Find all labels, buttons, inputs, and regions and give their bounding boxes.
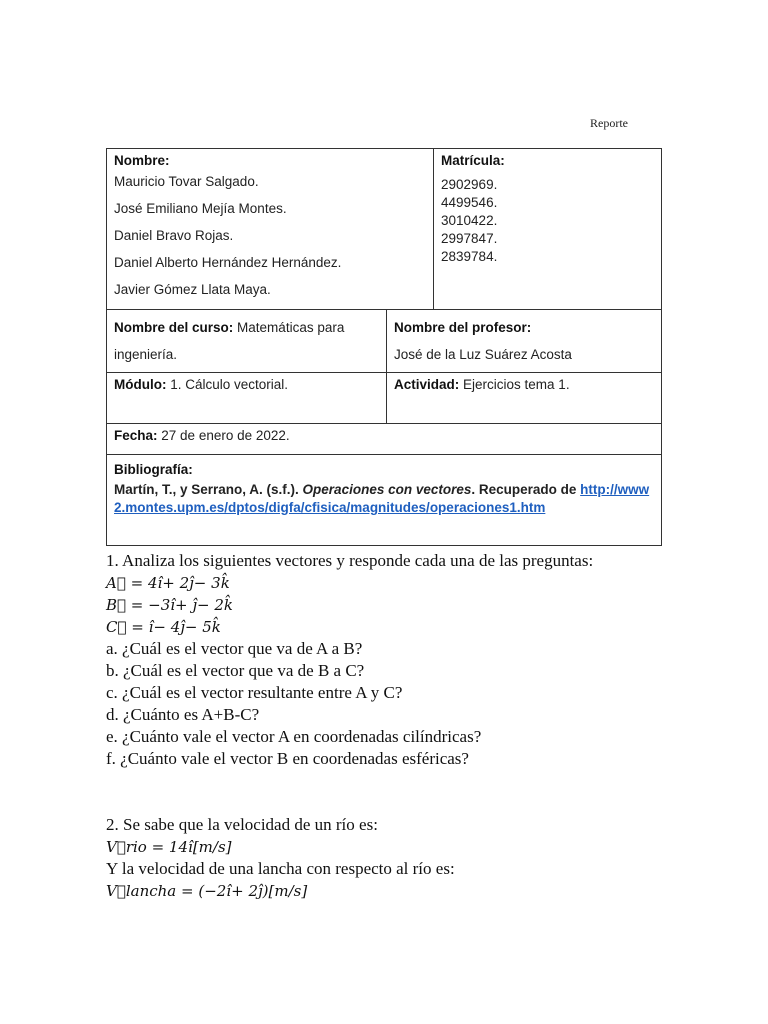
matricula-value: 2997847. xyxy=(441,231,498,246)
matricula-value: 3010422. xyxy=(441,213,498,228)
module-label: Módulo: xyxy=(114,377,167,392)
matricula-label: Matrícula: xyxy=(441,153,505,168)
exercise1-intro: 1. Analiza los siguientes vectores y responde cada una de las preguntas: xyxy=(106,551,594,570)
exercises-section xyxy=(106,550,666,902)
biblio-authors: Martín, T., y Serrano, A. (s.f.). xyxy=(114,482,303,497)
bibliography-label: Bibliografía: xyxy=(114,462,193,477)
course-label: Nombre del curso: xyxy=(114,320,234,335)
professor-label: Nombre del profesor: xyxy=(394,320,532,335)
date-value: 27 de enero de 2022. xyxy=(161,428,290,443)
student-name: Daniel Alberto Hernández Hernández. xyxy=(114,255,342,270)
exercise2-intro: 2. Se sabe que la velocidad de un río es: xyxy=(106,815,378,834)
student-name: Javier Gómez Llata Maya. xyxy=(114,282,271,297)
activity-cell xyxy=(387,373,662,424)
professor-value: José de la Luz Suárez Acosta xyxy=(394,347,572,362)
vector-c: C⃗ = î− 4ĵ− 5k̂ xyxy=(106,618,221,636)
activity-value: Ejercicios tema 1. xyxy=(463,377,570,392)
matricula-value: 2839784. xyxy=(441,249,498,264)
boat-text: Y la velocidad de una lancha con respecto al río es: xyxy=(106,859,455,878)
question-a: a. ¿Cuál es el vector que va de A a B? xyxy=(106,639,363,658)
date-cell xyxy=(107,424,662,455)
module-value: 1. Cálculo vectorial. xyxy=(170,377,289,392)
question-f: f. ¿Cuánto vale el vector B en coordenadas esféricas? xyxy=(106,749,469,768)
biblio-title: Operaciones con vectores xyxy=(302,482,472,497)
question-e: e. ¿Cuánto vale el vector A en coordenadas cilíndricas? xyxy=(106,727,482,746)
matricula-value: 4499546. xyxy=(441,195,498,210)
vector-b: B⃗ = −3î+ ĵ− 2k̂ xyxy=(106,596,233,614)
matricula-value: 2902969. xyxy=(441,177,498,192)
biblio-recovered: . Recuperado de xyxy=(471,482,581,497)
question-b: b. ¿Cuál es el vector que va de B a C? xyxy=(106,661,365,680)
names-cell xyxy=(107,149,434,310)
student-name: José Emiliano Mejía Montes. xyxy=(114,201,287,216)
course-value: Matemáticas para xyxy=(237,320,345,335)
question-c: c. ¿Cuál es el vector resultante entre A y C? xyxy=(106,683,403,702)
module-cell xyxy=(107,373,387,424)
student-info-table xyxy=(106,148,662,546)
course-value-continued: ingeniería. xyxy=(114,347,178,362)
bibliography-cell xyxy=(107,455,662,546)
student-name: Daniel Bravo Rojas. xyxy=(114,228,234,243)
name-label: Nombre: xyxy=(114,153,170,168)
activity-label: Actividad: xyxy=(394,377,460,392)
question-d: d. ¿Cuánto es A+B-C? xyxy=(106,705,260,724)
vector-a: A⃗ = 4î+ 2ĵ− 3k̂ xyxy=(106,574,230,592)
date-label: Fecha: xyxy=(114,428,158,443)
course-cell xyxy=(107,310,387,373)
report-label: Reporte xyxy=(590,116,628,130)
river-velocity: V⃗rio = 14î[m/s] xyxy=(106,838,232,856)
professor-cell xyxy=(387,310,662,373)
boat-velocity: V⃗lancha = (−2î+ 2ĵ)[m/s] xyxy=(106,882,308,900)
bibliography-link[interactable]: http://www2.montes.upm.es/dptos/digfa/cfisica/magnitudes/operaciones1.htm xyxy=(114,482,650,515)
matricula-cell xyxy=(434,149,662,310)
student-name: Mauricio Tovar Salgado. xyxy=(114,174,259,189)
bibliography-entry xyxy=(114,481,654,517)
